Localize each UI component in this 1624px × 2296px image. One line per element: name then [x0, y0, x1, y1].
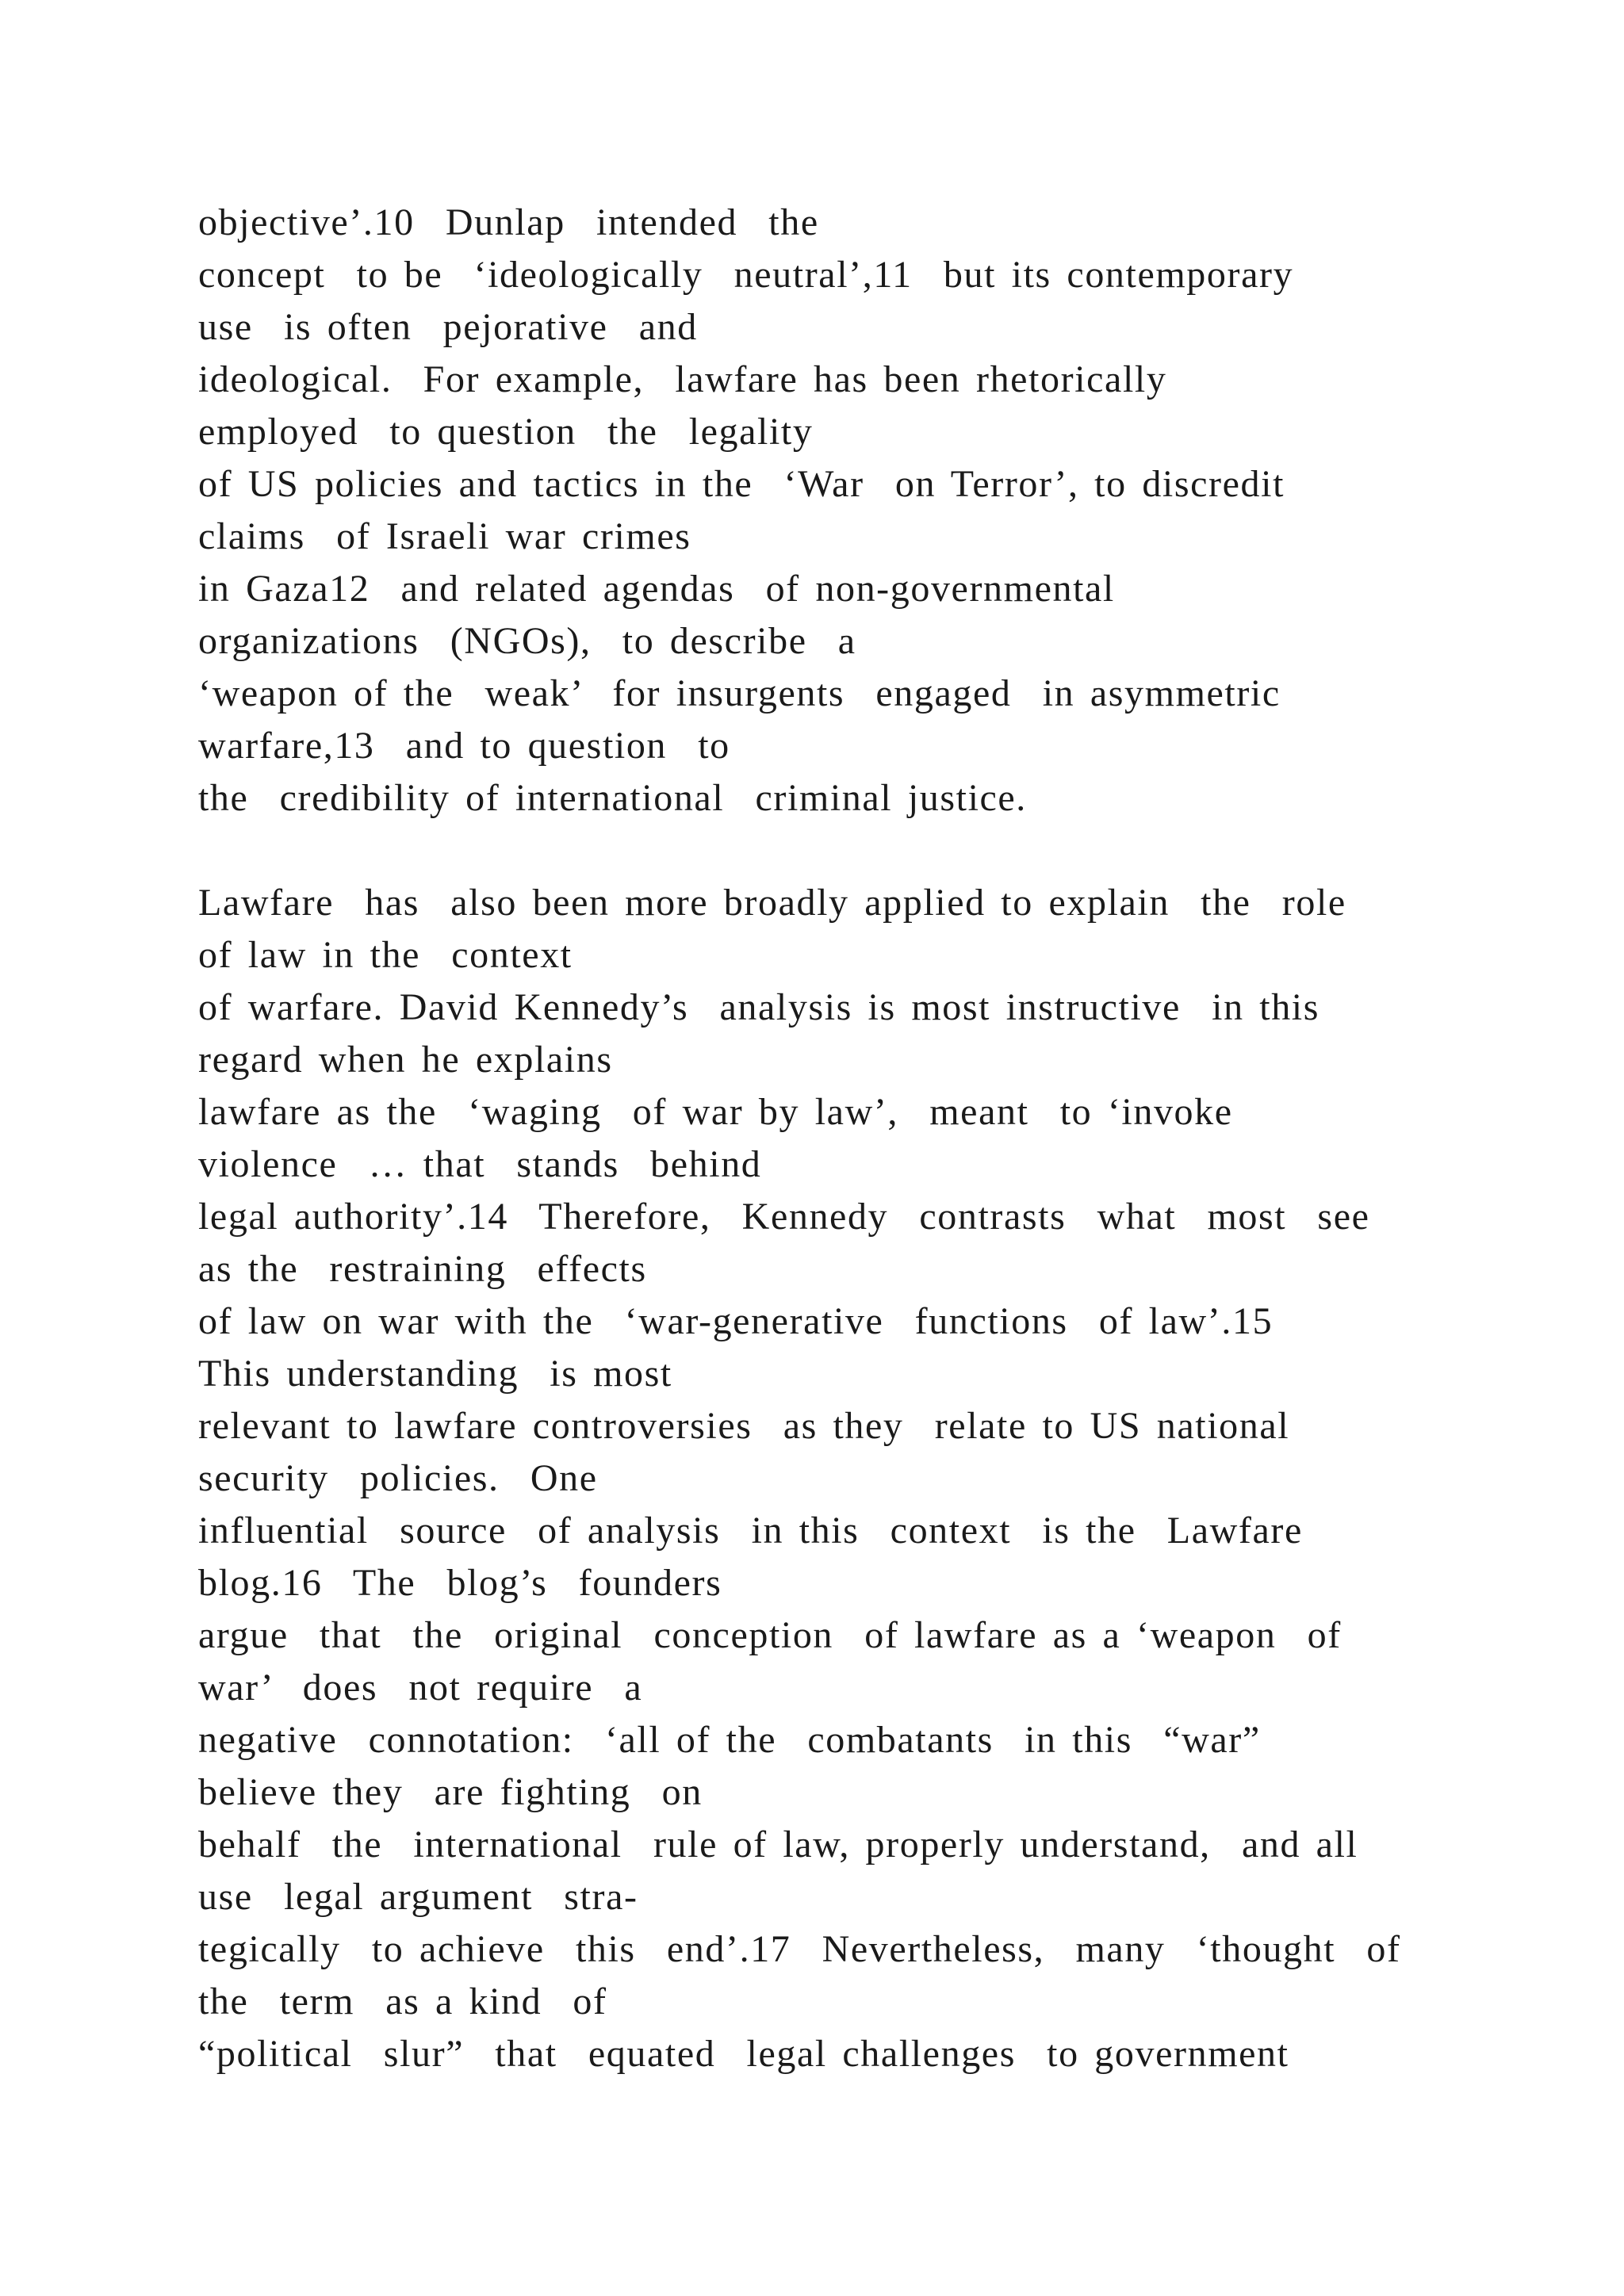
text-line: This understanding is most	[198, 1353, 672, 1395]
text-line: believe they are fighting on	[198, 1771, 703, 1813]
text-line: legal authority’.14 Therefore, Kennedy contrasts what most see	[198, 1196, 1370, 1238]
text-line: behalf the international rule of law, properly understand, and all	[198, 1823, 1358, 1866]
text-line: security policies. One	[198, 1457, 598, 1499]
text-line: argue that the original conception of lawfare as a ‘weapon of	[198, 1614, 1342, 1656]
text-line: regard when he explains	[198, 1039, 613, 1081]
paragraph-1	[198, 197, 1546, 825]
text-line: the credibility of international criminal justice.	[198, 777, 1027, 819]
text-line: of law in the context	[198, 934, 573, 976]
text-line: of US policies and tactics in the ‘War on Terror’, to discredit	[198, 463, 1285, 505]
text-line: organizations (NGOs), to describe a	[198, 620, 856, 662]
text-line: use legal argument stra-	[198, 1876, 638, 1918]
text-line: lawfare as the ‘waging of war by law’, meant to ‘invoke	[198, 1091, 1233, 1133]
text-line: warfare,13 and to question to	[198, 725, 730, 767]
text-line: in Gaza12 and related agendas of non-governmental	[198, 568, 1115, 610]
text-line: the term as a kind of	[198, 1980, 607, 2022]
text-line: use is often pejorative and	[198, 306, 698, 348]
text-line: of law on war with the ‘war-generative functions of law’.15	[198, 1300, 1274, 1342]
text-line: of warfare. David Kennedy’s analysis is most instructive in this	[198, 986, 1320, 1028]
text-line: concept to be ‘ideologically neutral’,11 but its contemporary	[198, 254, 1294, 296]
text-line: war’ does not require a	[198, 1667, 643, 1709]
text-line: as the restraining effects	[198, 1248, 647, 1290]
text-line: claims of Israeli war crimes	[198, 515, 691, 557]
text-line: employed to question the legality	[198, 411, 814, 453]
text-line: “political slur” that equated legal challenges to government	[198, 2033, 1289, 2075]
text-line: Lawfare has also been more broadly applied to explain the role	[198, 882, 1346, 924]
text-line: influential source of analysis in this context is the Lawfare	[198, 1510, 1303, 1552]
paragraph-2	[198, 877, 1546, 2080]
text-line: ideological. For example, lawfare has been rhetorically	[198, 358, 1167, 400]
text-line: ‘weapon of the weak’ for insurgents engaged in asymmetric	[198, 672, 1281, 714]
text-line: blog.16 The blog’s founders	[198, 1562, 722, 1604]
text-line: violence … that stands behind	[198, 1143, 762, 1185]
text-line: relevant to lawfare controversies as they relate to US national	[198, 1405, 1290, 1447]
text-line: tegically to achieve this end’.17 Nevertheless, many ‘thought of	[198, 1928, 1401, 1970]
document-page	[198, 197, 1546, 2080]
text-line: negative connotation: ‘all of the combatants in this “war”	[198, 1719, 1261, 1761]
text-line: objective’.10 Dunlap intended the	[198, 201, 819, 243]
